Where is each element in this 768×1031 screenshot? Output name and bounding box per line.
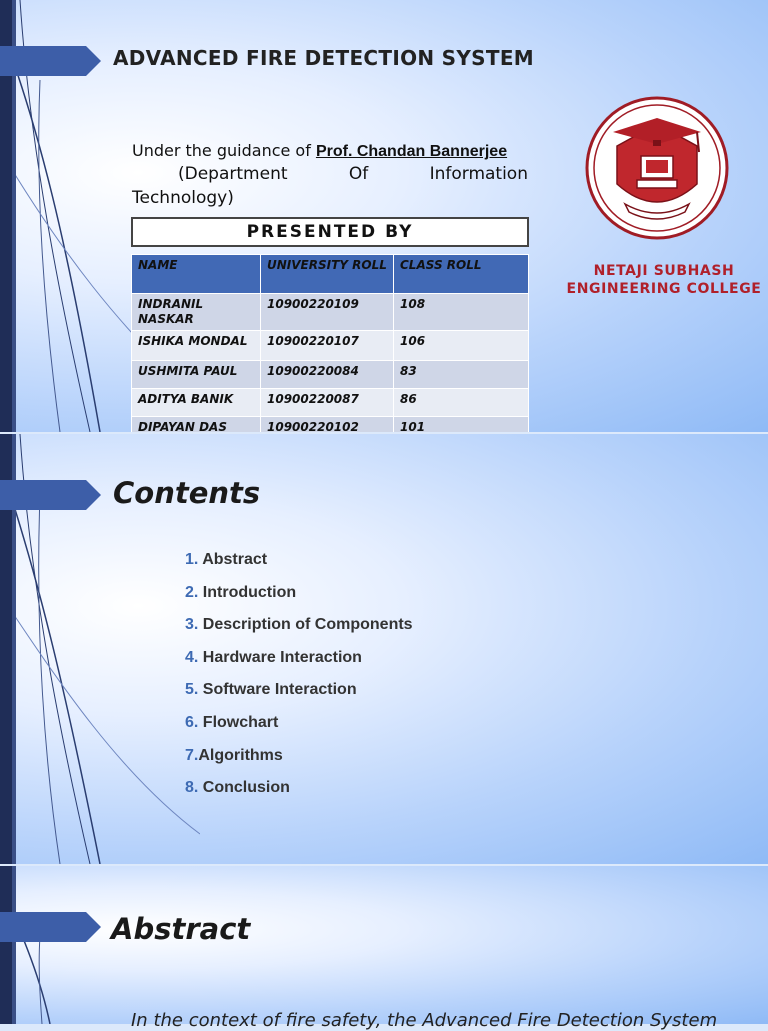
list-item	[185, 779, 413, 812]
college-name	[560, 262, 768, 298]
cell-name: ISHIKA MONDAL	[132, 331, 261, 361]
cell-name: USHMITA PAUL	[132, 361, 261, 389]
list-label: Hardware Interaction	[202, 648, 362, 666]
cell-name: DIPAYAN DAS	[132, 417, 261, 433]
guidance-line	[132, 141, 528, 161]
list-item	[185, 584, 413, 617]
list-label: Introduction	[202, 583, 297, 601]
dept-word-3: Information	[429, 164, 528, 184]
dept-word-2: Of	[348, 164, 369, 184]
header-university-roll: UNIVERSITY ROLL	[261, 255, 394, 294]
list-item	[185, 551, 413, 584]
presented-by-box: PRESENTED BY	[131, 217, 529, 247]
list-item	[185, 747, 413, 780]
list-number: 1.	[185, 551, 199, 568]
list-number: 7.	[185, 746, 199, 764]
title-arrow	[0, 912, 86, 942]
left-bar-accent	[12, 866, 16, 1024]
list-label: Abstract	[202, 551, 268, 568]
table-row	[132, 417, 529, 433]
cell-name: INDRANIL NASKAR	[132, 294, 261, 331]
slide-title	[0, 0, 768, 432]
table-header-row	[132, 255, 529, 294]
abstract-text: In the context of fire safety, the Advanced Fire Detection System	[131, 1010, 718, 1031]
list-label: Conclusion	[202, 779, 290, 797]
presentation-title: ADVANCED FIRE DETECTION SYSTEM	[113, 46, 534, 70]
contents-list	[185, 551, 413, 812]
cell-university-roll: 10900220102	[261, 417, 394, 433]
cell-university-roll: 10900220084	[261, 361, 394, 389]
cell-class-roll: 86	[394, 389, 529, 417]
list-item	[185, 649, 413, 682]
abstract-title: Abstract	[111, 912, 251, 946]
list-label: Flowchart	[202, 713, 279, 731]
list-number: 8.	[185, 779, 199, 797]
header-class-roll: CLASS ROLL	[394, 255, 529, 294]
list-number: 4.	[185, 648, 199, 666]
table-row	[132, 294, 529, 331]
left-bar	[0, 866, 12, 1024]
dept-word-1: (Department	[178, 164, 288, 184]
table-row	[132, 389, 529, 417]
list-label: Software Interaction	[202, 681, 357, 699]
contents-title: Contents	[113, 476, 261, 510]
cell-class-roll: 83	[394, 361, 529, 389]
list-number: 6.	[185, 713, 199, 731]
list-number: 2.	[185, 583, 199, 601]
guidance-prefix: Under the guidance of	[132, 141, 316, 160]
list-number: 3.	[185, 616, 199, 634]
list-label: Description of Components	[202, 616, 413, 634]
table-row	[132, 361, 529, 389]
dept-line-2: Technology)	[132, 188, 234, 208]
cell-university-roll: 10900220107	[261, 331, 394, 361]
list-number: 5.	[185, 681, 199, 699]
guide-name: Prof. Chandan Bannerjee	[315, 143, 508, 160]
list-item	[185, 616, 413, 649]
title-arrow	[0, 46, 86, 76]
list-item	[185, 681, 413, 714]
cell-university-roll: 10900220087	[261, 389, 394, 417]
college-logo-icon	[585, 96, 729, 240]
title-arrow	[0, 480, 86, 510]
cell-class-roll: 101	[394, 417, 529, 433]
header-name: NAME	[132, 255, 261, 294]
cell-university-roll: 10900220109	[261, 294, 394, 331]
cell-class-roll: 106	[394, 331, 529, 361]
cell-name: ADITYA BANIK	[132, 389, 261, 417]
members-table	[131, 254, 529, 432]
college-name-line-1: NETAJI SUBHASH	[593, 263, 735, 279]
college-name-line-2: ENGINEERING COLLEGE	[566, 281, 762, 297]
list-item	[185, 714, 413, 747]
list-label: Algorithms	[198, 746, 283, 764]
table-row	[132, 331, 529, 361]
cell-class-roll: 108	[394, 294, 529, 331]
department	[132, 162, 528, 210]
